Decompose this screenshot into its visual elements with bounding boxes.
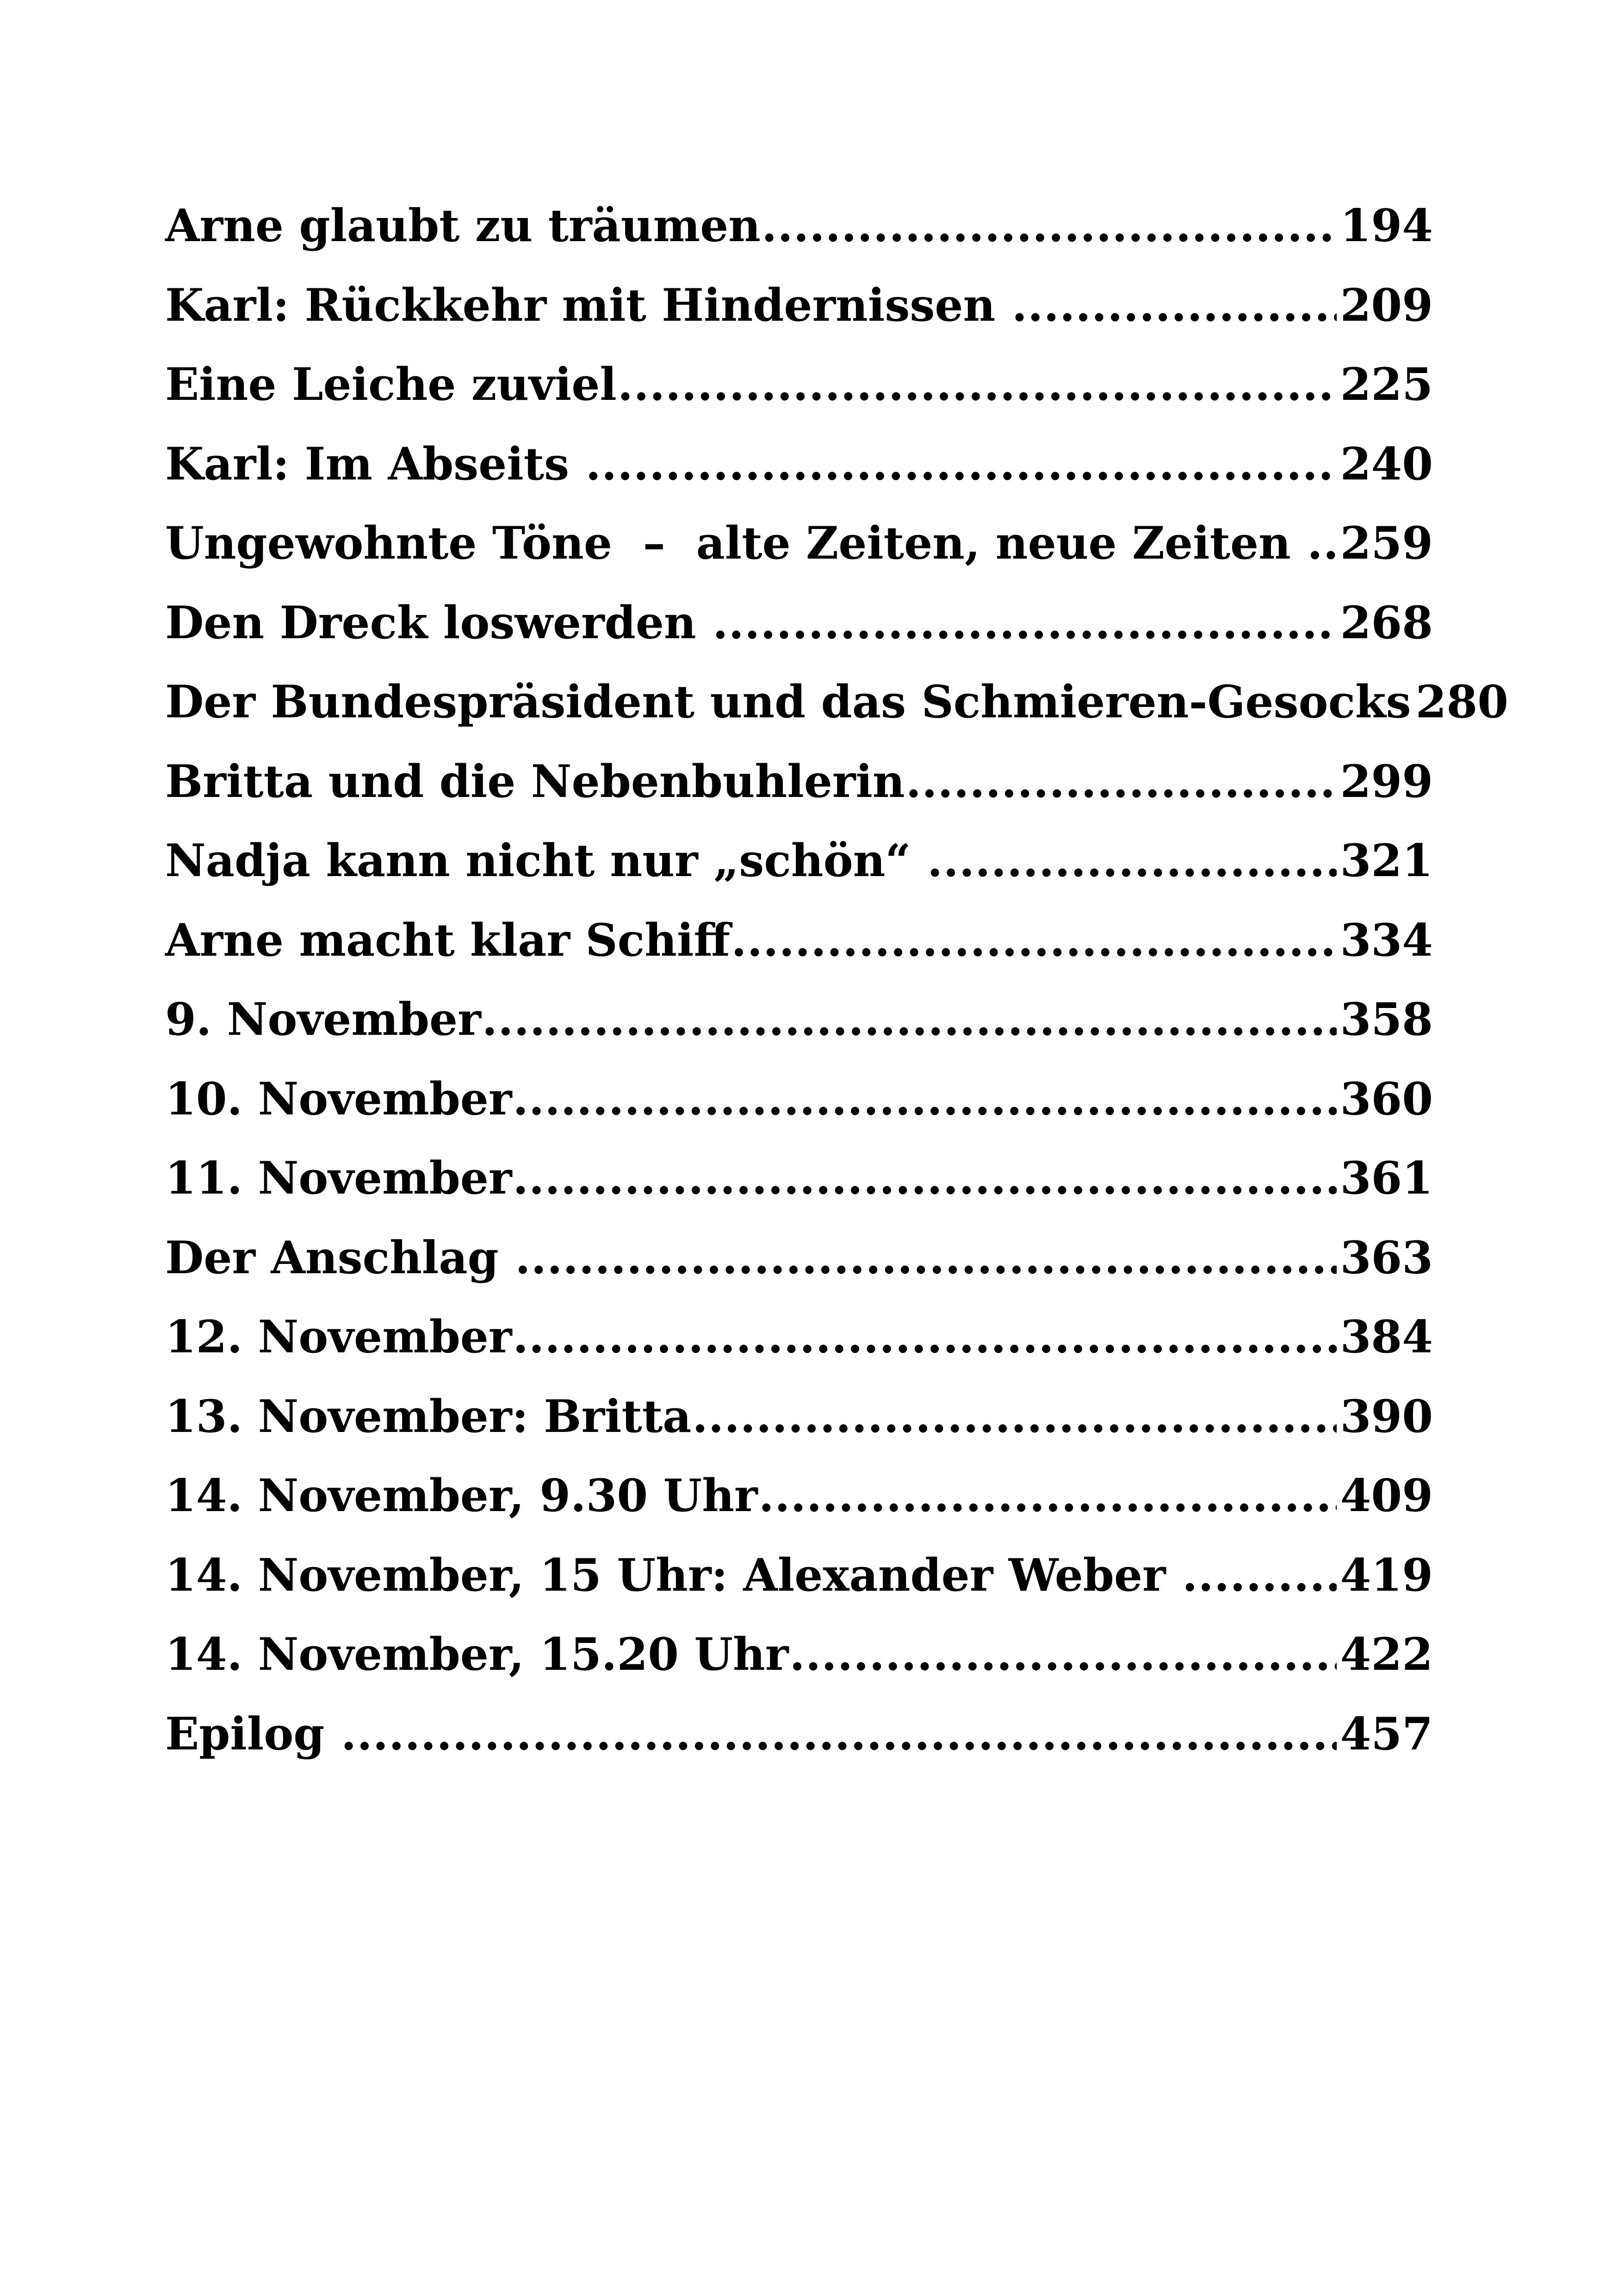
toc-dot-leader [1182, 1553, 1337, 1598]
toc-entry-page: 358 [1340, 993, 1433, 1045]
toc-dot-leader [482, 997, 1337, 1042]
toc-entry [165, 834, 1433, 918]
toc-entry-title: Den Dreck loswerden [165, 596, 712, 649]
toc-entry [165, 993, 1433, 1077]
table-of-contents [165, 199, 1508, 1791]
toc-dot-leader [513, 1077, 1336, 1121]
toc-entry-title: 9. November [165, 993, 481, 1045]
toc-entry [165, 517, 1433, 601]
toc-entry-title: Eine Leiche zuviel [165, 358, 617, 411]
toc-dot-leader [759, 1474, 1337, 1518]
toc-dot-leader [515, 1236, 1336, 1280]
toc-entry-title: 13. November: Britta [165, 1390, 692, 1443]
toc-dot-leader [762, 204, 1337, 248]
toc-entry-title: Karl: Rückkehr mit Hindernissen [165, 279, 1011, 331]
toc-dot-leader [341, 1712, 1337, 1756]
toc-entry-title: Der Anschlag [165, 1231, 515, 1284]
toc-entry-title: 14. November, 15 Uhr: Alexander Weber [165, 1549, 1181, 1601]
toc-entry-page: 384 [1340, 1311, 1433, 1363]
toc-entry-title: Britta und die Nebenbuhlerin [165, 755, 905, 808]
toc-entry-title: 14. November, 9.30 Uhr [165, 1469, 758, 1522]
toc-entry-page: 363 [1340, 1231, 1433, 1284]
toc-entry-page: 360 [1340, 1072, 1433, 1125]
toc-entry-page: 457 [1340, 1707, 1433, 1760]
toc-entry-page: 225 [1340, 358, 1433, 411]
toc-entry-page: 390 [1340, 1390, 1433, 1443]
toc-entry [165, 914, 1433, 998]
toc-entry-page: 268 [1340, 596, 1433, 649]
toc-entry-page: 361 [1340, 1152, 1433, 1204]
toc-entry [165, 755, 1433, 839]
toc-entry-page: 259 [1340, 517, 1433, 569]
toc-dot-leader [513, 1156, 1336, 1201]
toc-entry [165, 676, 1508, 759]
toc-dot-leader [1012, 283, 1337, 328]
toc-entry [165, 358, 1433, 442]
toc-entry-page: 194 [1340, 199, 1433, 252]
toc-entry-page: 240 [1340, 437, 1433, 490]
toc-entry-page: 280 [1415, 676, 1508, 728]
toc-entry-title: Epilog [165, 1707, 340, 1760]
toc-entry [165, 437, 1433, 522]
toc-entry-title: Nadja kann nicht nur „schön“ [165, 834, 927, 887]
toc-dot-leader [927, 839, 1337, 883]
toc-entry [165, 1152, 1433, 1236]
toc-dot-leader [513, 1315, 1336, 1359]
toc-entry [165, 596, 1433, 680]
toc-entry [165, 1390, 1433, 1474]
toc-entry-page: 334 [1340, 914, 1433, 966]
toc-entry-title: 14. November, 15.20 Uhr [165, 1628, 789, 1680]
toc-entry-title: Der Bundespräsident und das Schmieren-Gesocks [165, 676, 1411, 728]
toc-entry [165, 279, 1433, 363]
toc-entry-page: 299 [1340, 755, 1433, 808]
toc-dot-leader [692, 1394, 1336, 1439]
toc-entry-page: 422 [1340, 1628, 1433, 1680]
toc-entry-page: 419 [1340, 1549, 1433, 1601]
toc-entry-title: Arne macht klar Schiff [165, 914, 731, 966]
toc-entry [165, 199, 1433, 283]
toc-dot-leader [731, 918, 1336, 963]
toc-entry-title: 11. November [165, 1152, 512, 1204]
toc-dot-leader [585, 442, 1336, 486]
toc-entry [165, 1072, 1433, 1157]
toc-dot-leader [1307, 521, 1336, 566]
toc-entry-title: Ungewohnte Töne – alte Zeiten, neue Zeiten [165, 517, 1307, 569]
toc-entry [165, 1311, 1433, 1394]
toc-dot-leader [713, 601, 1337, 645]
toc-entry [165, 1707, 1433, 1792]
toc-entry [165, 1549, 1433, 1633]
toc-entry-title: 12. November [165, 1311, 512, 1363]
toc-entry-title: Karl: Im Abseits [165, 437, 585, 490]
toc-dot-leader [906, 759, 1337, 804]
toc-entry [165, 1469, 1433, 1553]
toc-entry-page: 209 [1340, 279, 1433, 331]
toc-entry-title: 10. November [165, 1072, 512, 1125]
toc-entry [165, 1628, 1433, 1712]
toc-entry-title: Arne glaubt zu träumen [165, 199, 761, 252]
toc-entry [165, 1231, 1433, 1315]
toc-entry-page: 409 [1340, 1469, 1433, 1522]
toc-entry-page: 321 [1340, 834, 1433, 887]
toc-dot-leader [789, 1632, 1336, 1677]
toc-dot-leader [618, 362, 1337, 407]
